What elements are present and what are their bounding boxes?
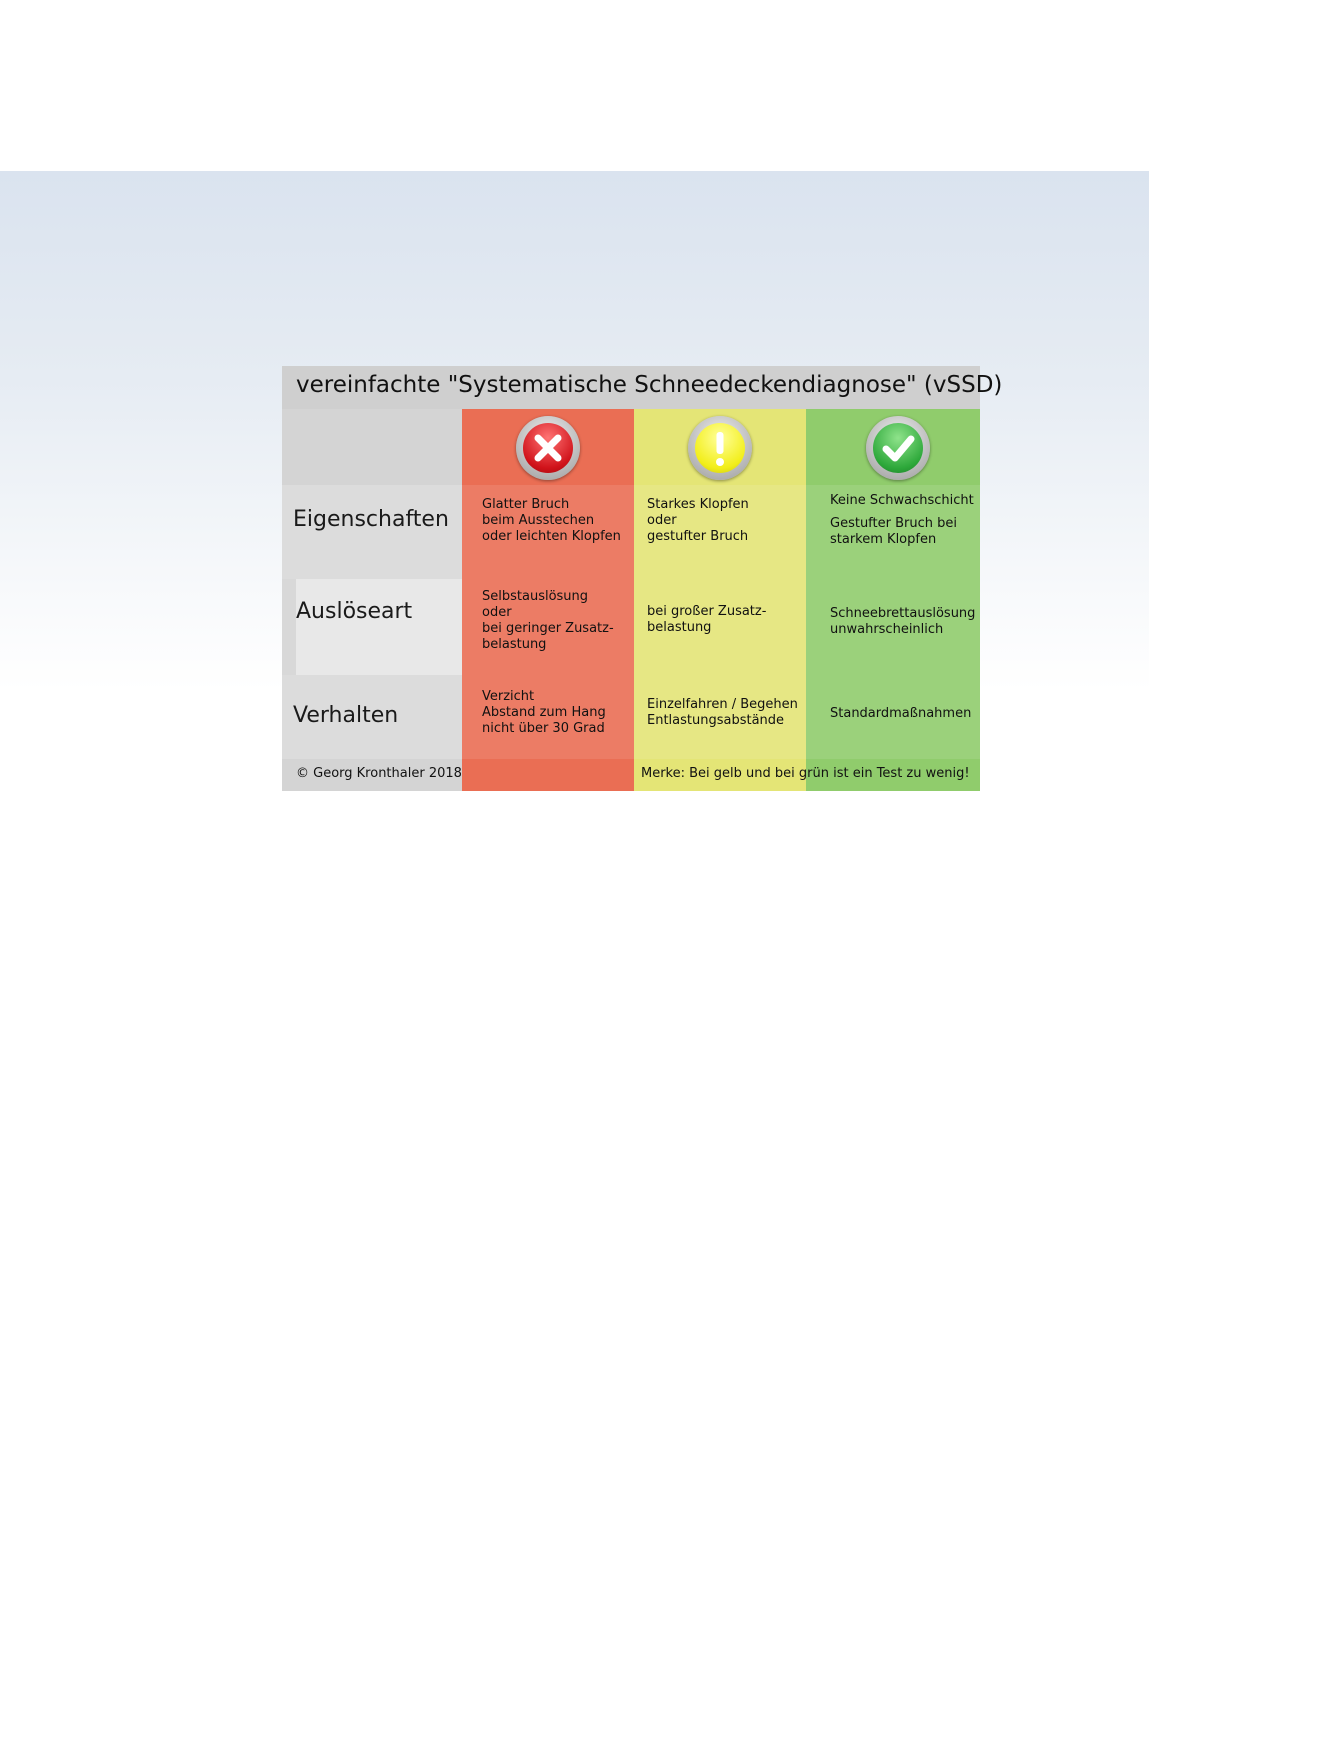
cell-verhalten-red: Verzicht Abstand zum Hang nicht über 30 Grad bbox=[482, 689, 606, 736]
cell-ausloeseart-green: Schneebrettauslösung unwahrscheinlich bbox=[830, 606, 976, 637]
row-label-verhalten: Verhalten bbox=[293, 703, 399, 728]
cell-eigenschaften-yellow: Starkes Klopfen oder gestufter Bruch bbox=[647, 497, 749, 544]
label-cell-ausloeseart bbox=[296, 579, 462, 675]
cell-eigenschaften-green-1: Keine Schwachschicht bbox=[830, 493, 974, 508]
exclamation-icon bbox=[688, 416, 752, 480]
row-label-ausloeseart: Auslöseart bbox=[296, 599, 413, 624]
check-icon bbox=[866, 416, 930, 480]
copyright-text: © Georg Kronthaler 2018 bbox=[296, 766, 462, 781]
cross-icon bbox=[516, 416, 580, 480]
cell-ausloeseart-red: Selbstauslösung oder bei geringer Zusatz- belastung bbox=[482, 589, 614, 652]
title-bar bbox=[282, 366, 1003, 409]
cell-verhalten-green: Standardmaßnahmen bbox=[830, 706, 972, 721]
label-cell-eigenschaften bbox=[282, 485, 462, 579]
cell-verhalten-yellow: Einzelfahren / Begehen Entlastungsabstände bbox=[647, 697, 798, 728]
vssd-chart bbox=[282, 366, 1003, 791]
chart-title: vereinfachte "Systematische Schneedeckendiagnose" (vSSD) bbox=[296, 372, 1003, 398]
cell-ausloeseart-yellow: bei großer Zusatz- belastung bbox=[647, 604, 767, 635]
row-label-eigenschaften: Eigenschaften bbox=[293, 507, 449, 532]
cell-eigenschaften-green-2: Gestufter Bruch bei starkem Klopfen bbox=[830, 516, 957, 547]
merke-note: Merke: Bei gelb und bei grün ist ein Test zu wenig! bbox=[641, 766, 970, 781]
cell-eigenschaften-red: Glatter Bruch beim Ausstechen oder leichten Klopfen bbox=[482, 497, 621, 544]
